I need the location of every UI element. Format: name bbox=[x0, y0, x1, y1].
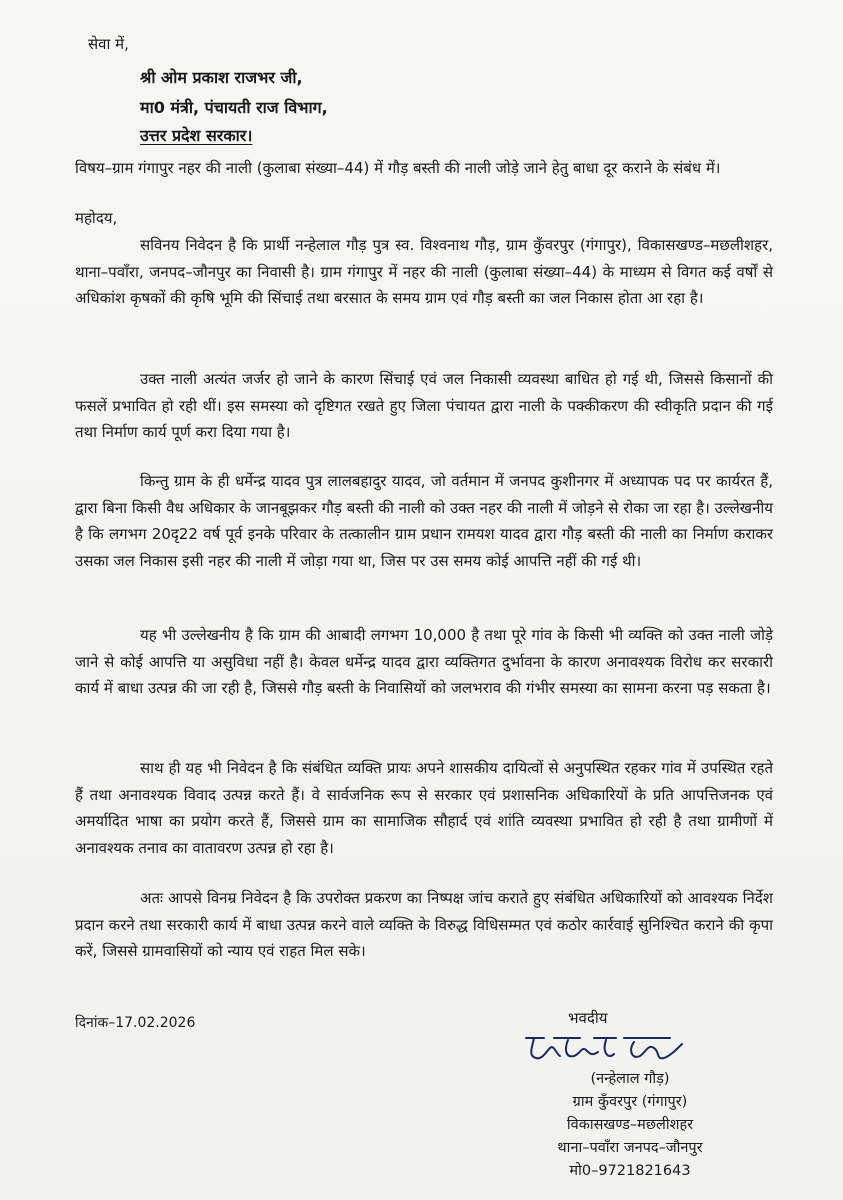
sender-police-district: थाना–पवाँरा जनपद–जौनपुर bbox=[557, 1140, 703, 1156]
sender-details bbox=[480, 1068, 780, 1183]
letter-date: दिनांक–17.02.2026 bbox=[75, 1015, 196, 1031]
body-paragraph-1: सविनय निवेदन है कि प्रार्थी नन्हेलाल गौड़ पुत्र स्व. विश्वनाथ गौड़, ग्राम कुँवरपुर (गंगापुर), विकासखण्ड–मछलीशहर, थाना–पवाँरा, जनपद–जौनपुर का निवासी है। ग्राम गंगापुर में नहर की नाली (कुलाबा संख्या–44) के माध्यम से विगत कई वर्षों से अधिकांश कृषकों की कृषि भूमि की सिंचाई तथा बरसात के समय ग्राम एवं गौड़ बस्ती का जल निकास होता आ रहा है। bbox=[75, 236, 773, 307]
subject-line: विषय–ग्राम गंगापुर नहर की नाली (कुलाबा संख्या–44) में गौड़ बस्ती की नाली जोड़े जाने हेतु बाधा दूर कराने के संबंध में। bbox=[75, 159, 721, 177]
addressee-government: उत्तर प्रदेश सरकार। bbox=[140, 126, 253, 145]
salutation: सेवा में, bbox=[88, 35, 129, 53]
addressee-designation: मा0 मंत्री, पंचायती राज विभाग, bbox=[140, 98, 328, 117]
sender-name: (नन्हेलाल गौड़) bbox=[590, 1071, 670, 1087]
body-paragraph-4: यह भी उल्लेखनीय है कि ग्राम की आबादी लगभग 10,000 है तथा पूरे गांव के किसी भी व्यक्ति को उक्त नाली जोड़े जाने से कोई आपत्ति या असुविधा नहीं है। केवल धर्मेन्द्र यादव द्वारा व्यक्तिगत दुर्भावना के कारण अनावश्यक विरोध कर सरकारी कार्य में बाधा उत्पन्न की जा रही है, जिससे गौड़ बस्ती के निवासियों को जलभराव की गंभीर समस्या का सामना करना पड़ सकता है। bbox=[75, 626, 773, 697]
sender-block: विकासखण्ड–मछलीशहर bbox=[566, 1117, 694, 1133]
greeting: महोदय, bbox=[75, 209, 118, 227]
sender-mobile: मो0–9721821643 bbox=[569, 1163, 691, 1179]
body-paragraph-5: साथ ही यह भी निवेदन है कि संबंधित व्यक्ति प्रायः अपने शासकीय दायित्वों से अनुपस्थित रहकर गांव में उपस्थित रहते हैं तथा अनावश्यक विवाद उत्पन्न करते हैं। वे सार्वजनिक रूप से सरकार एवं प्रशासनिक अधिकारियों के प्रति आपत्तिजनक एवं अमर्यादित भाषा का प्रयोग करते हैं, जिससे ग्राम का सामाजिक सौहार्द एवं शांति व्यवस्था प्रभावित हो रही है तथा ग्रामीणों में अनावश्यक तनाव का वातावरण उत्पन्न हो रहा है। bbox=[75, 759, 773, 857]
sender-village: ग्राम कुँवरपुर (गंगापुर) bbox=[572, 1094, 688, 1110]
handwritten-signature bbox=[520, 1030, 690, 1070]
body-paragraph-6: अतः आपसे विनम्र निवेदन है कि उपरोक्त प्रकरण का निष्पक्ष जांच कराते हुए संबंधित अधिकारियों को आवश्यक निर्देश प्रदान करने तथा सरकारी कार्य में बाधा उत्पन्न करने वाले व्यक्ति के विरुद्ध विधिसम्मत एवं कठोर कार्रवाई सुनिश्चित कराने की कृपा करें, जिससे ग्रामवासियों को न्याय एवं राहत मिल सके। bbox=[75, 889, 773, 960]
body-paragraph-3: किन्तु ग्राम के ही धर्मेन्द्र यादव पुत्र लालबहादुर यादव, जो वर्तमान में जनपद कुशीनगर में अध्यापक पद पर कार्यरत हैं, द्वारा बिना किसी वैध अधिकार के जानबूझकर गौड़ बस्ती की नाली को उक्त नहर की नाली में जोड़ने से रोका जा रहा है। उल्लेखनीय है कि लगभग 20दृ22 वर्ष पूर्व इनके परिवार के तत्कालीन ग्राम प्रधान रामयश यादव द्वारा गौड़ बस्ती की नाली का निर्माण कराकर उसका जल निकास इसी नहर की नाली में जोड़ा गया था, जिस पर उस समय कोई आपत्ति नहीं की गई थी। bbox=[75, 472, 773, 570]
body-paragraph-2: उक्त नाली अत्यंत जर्जर हो जाने के कारण सिंचाई एवं जल निकासी व्यवस्था बाधित हो गई थी, जिससे किसानों की फसलें प्रभावित हो रही थीं। इस समस्या को दृष्टिगत रखते हुए जिला पंचायत द्वारा नाली के पक्कीकरण की स्वीकृति प्रदान की गई तथा निर्माण कार्य पूर्ण करा दिया गया है। bbox=[75, 370, 773, 441]
closing: भवदीय bbox=[568, 1009, 608, 1027]
addressee-name: श्री ओम प्रकाश राजभर जी, bbox=[140, 68, 303, 87]
